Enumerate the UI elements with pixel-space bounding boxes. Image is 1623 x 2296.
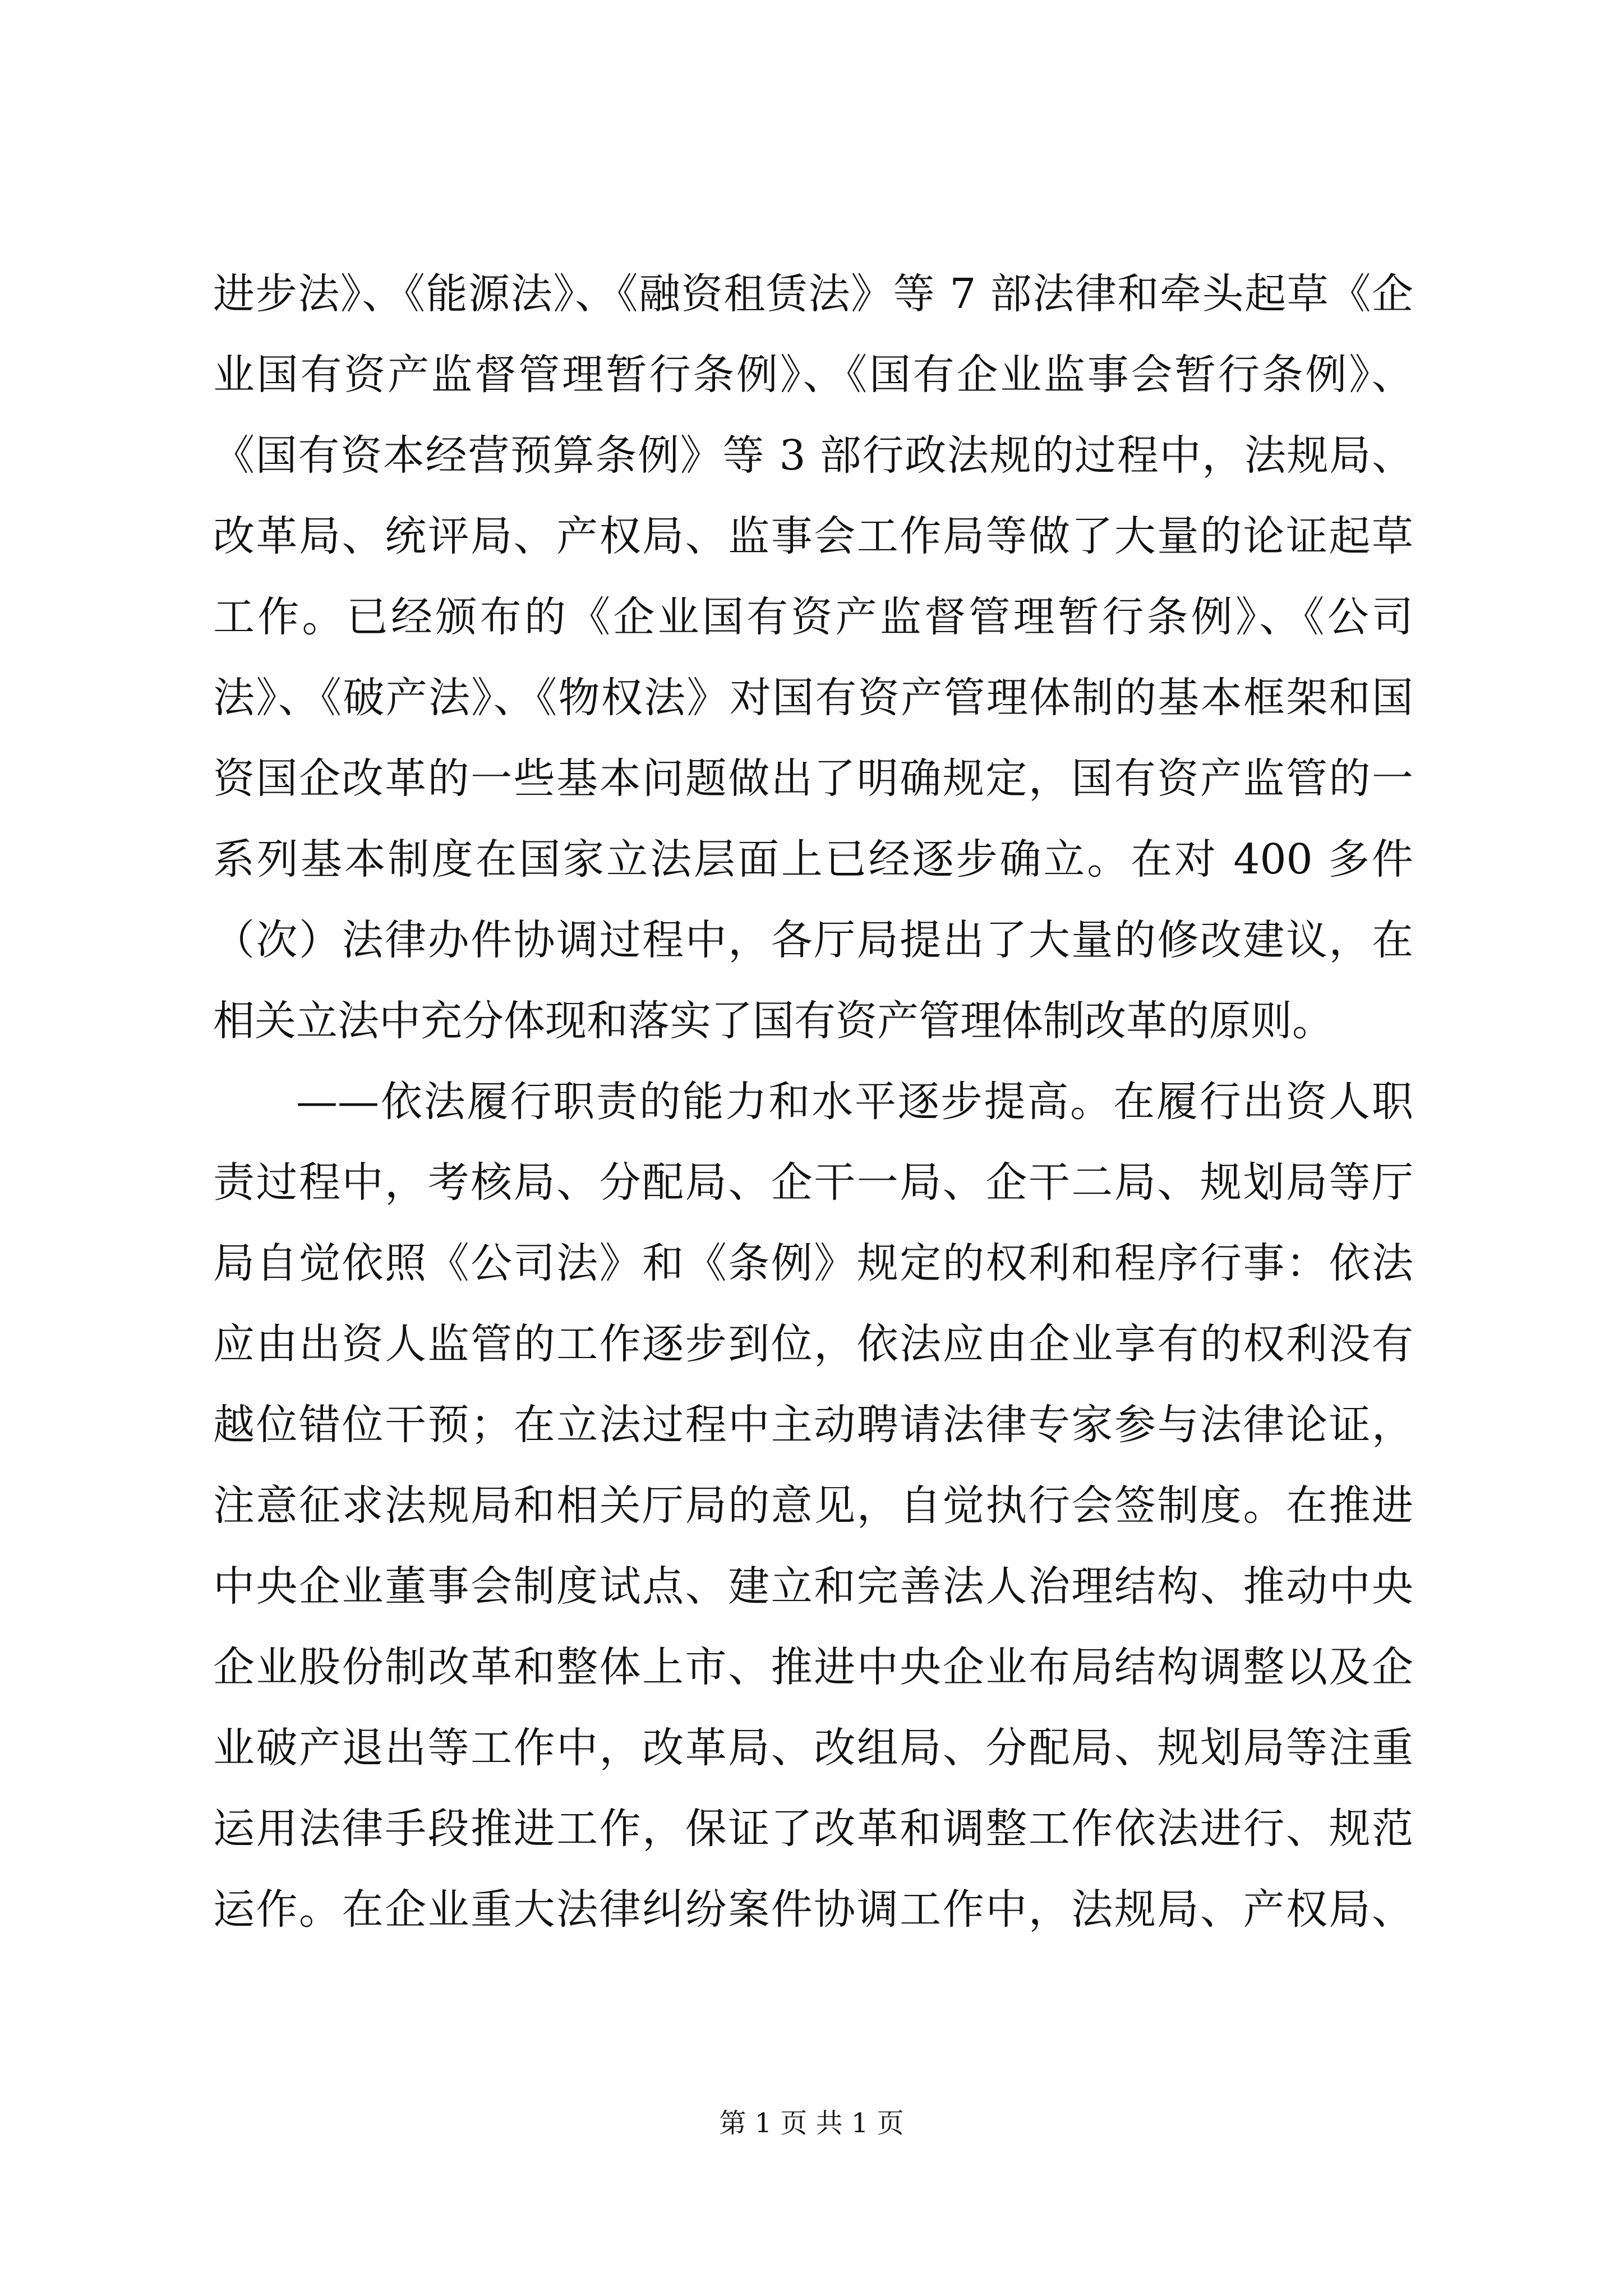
text-line: 责过程中，考核局、分配局、企干一局、企干二局、规划局等厅 (213, 1158, 1413, 1207)
text-line: 业破产退出等工作中，改革局、改组局、分配局、规划局等注重 (213, 1724, 1413, 1772)
text-line: 进步法》、《能源法》、《融资租赁法》等 7 部法律和牵头起草《企 (213, 270, 1413, 318)
text-line: 《国有资本经营预算条例》等 3 部行政法规的过程中，法规局、 (213, 431, 1413, 480)
text-line: ——依法履行职责的能力和水平逐步提高。在履行出资人职 (296, 1078, 1413, 1126)
text-line: 局自觉依照《公司法》和《条例》规定的权利和程序行事：依法 (213, 1239, 1413, 1287)
page-number-footer: 第 1 页 共 1 页 (719, 2108, 904, 2139)
text-line: （次）法律办件协调过程中，各厅局提出了大量的修改建议，在 (213, 916, 1413, 964)
text-line: 法》、《破产法》、《物权法》对国有资产管理体制的基本框架和国 (213, 674, 1413, 722)
text-line: 运用法律手段推进工作，保证了改革和调整工作依法进行、规范 (213, 1805, 1413, 1853)
text-line: 应由出资人监管的工作逐步到位，依法应由企业享有的权利没有 (213, 1320, 1413, 1368)
text-line: 越位错位干预；在立法过程中主动聘请法律专家参与法律论证， (213, 1401, 1413, 1449)
text-line: 工作。已经颁布的《企业国有资产监督管理暂行条例》、《公司 (213, 593, 1413, 641)
text-line: 相关立法中充分体现和落实了国有资产管理体制改革的原则。 (213, 997, 1334, 1045)
text-line: 资国企改革的一些基本问题做出了明确规定，国有资产监管的一 (213, 754, 1413, 803)
text-line: 注意征求法规局和相关厅局的意见，自觉执行会签制度。在推进 (213, 1481, 1413, 1530)
text-line: 改革局、统评局、产权局、监事会工作局等做了大量的论证起草 (213, 512, 1413, 560)
text-line: 业国有资产监督管理暂行条例》、《国有企业监事会暂行条例》、 (213, 351, 1413, 399)
text-line: 中央企业董事会制度试点、建立和完善法人治理结构、推动中央 (213, 1562, 1413, 1611)
text-line: 运作。在企业重大法律纠纷案件协调工作中，法规局、产权局、 (213, 1885, 1413, 1934)
body-text (213, 254, 1413, 1950)
text-line: 系列基本制度在国家立法层面上已经逐步确立。在对 400 多件 (213, 835, 1413, 884)
text-line: 企业股份制改革和整体上市、推进中央企业布局结构调整以及企 (213, 1643, 1413, 1691)
